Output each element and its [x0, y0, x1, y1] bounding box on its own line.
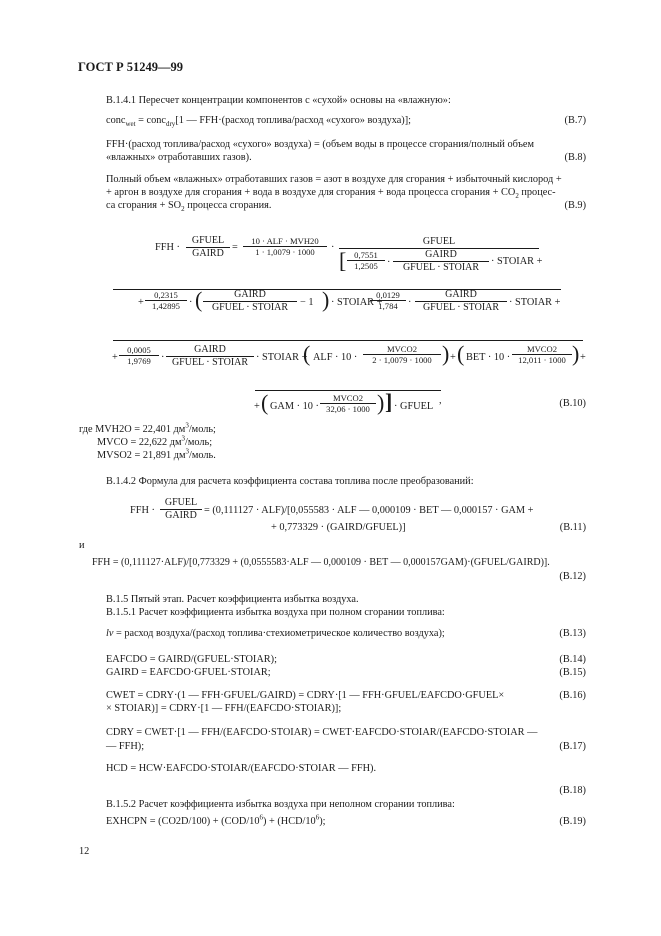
eq-b10-c1 — [347, 250, 385, 271]
section-b142-title: В.1.4.2 Формула для расчета коэффициента состава топлива после преобразований: — [106, 476, 474, 487]
eq-b10-minus-one: − 1 — [300, 297, 314, 308]
eq-b10-paren-close-4: ) — [572, 341, 580, 366]
where-mvso2-unit: /моль. — [189, 450, 216, 461]
eq-b10-big-frac — [339, 236, 539, 249]
eq-b10-gaird4: GAIRD — [415, 289, 507, 302]
equation-b7 — [106, 114, 411, 127]
conjunction-and: и — [79, 540, 85, 551]
eq-b7-conc-dry: = conc — [135, 115, 166, 126]
equation-number-b14: (В.14) — [559, 654, 586, 665]
equation-b14: EAFCDO = GAIRD/(GFUEL·STOIAR); — [106, 654, 277, 665]
eq-b10-comma: , — [439, 395, 442, 406]
eq-b10-gaird3: GAIRD — [203, 289, 297, 302]
eq-b19-a: EXHCPN = (CO2D/100) + (COD/10 — [106, 816, 260, 827]
eq-b10-gfuel-top: GFUEL — [339, 236, 539, 249]
eq-b10-c3 — [370, 290, 406, 311]
eq-b10-gfs-den-4: GFUEL · STOIAR — [171, 357, 249, 368]
eq-b10-paren-close-2: ) — [322, 287, 330, 312]
eq-b10-c3-num: 0,0129 — [370, 290, 406, 301]
section-b152-title: В.1.5.2 Расчет коэффициента избытка воздуха при неполном сгорании топлива: — [106, 799, 455, 810]
eq-b10-gfs-den-3: GFUEL · STOIAR — [422, 302, 500, 313]
equation-b12: FFH = (0,111127·ALF)/[0,773329 + (0,0555583·ALF — 0,000109 · BET — 0,000157GAM)·(GFUEL/GAIRD)]. — [92, 557, 550, 568]
eq-b10-paren-close-5: ) — [377, 390, 385, 415]
eq-b10-plus-a: + — [138, 297, 144, 308]
eq-b10-c4-den: 1,9769 — [127, 356, 151, 366]
equation-b9-line2 — [106, 186, 556, 199]
eq-b10-bracket-open: [ — [339, 248, 347, 273]
where-mvh2o-sup: 3 — [185, 421, 189, 430]
eq-b10-frac-bet — [512, 344, 572, 365]
where-mvco-unit: /моль; — [185, 437, 213, 448]
equation-number-b8: (В.8) — [564, 152, 586, 163]
eq-b10-stoiar-plus-3: · STOIAR + — [509, 297, 561, 308]
eq-b19-b: ) + (HCD/10 — [262, 816, 316, 827]
eq-b10-paren-open-5: ( — [261, 390, 269, 415]
equation-number-b18: (В.18) — [559, 785, 586, 796]
eq-b10-frac1 — [243, 236, 327, 257]
equation-b18: HCD = HCW·EAFCDO·STOIAR/(EAFCDO·STOIAR — FFH). — [106, 763, 377, 774]
eq-b10-mvco2-b: MVCO2 — [512, 344, 572, 355]
where-mvco-text: MVCO = 22,622 дм — [97, 437, 182, 448]
where-mvh2o-text: где MVH2O = 22,401 дм — [79, 424, 186, 435]
equation-b16-line1: CWET = CDRY·(1 — FFH·GFUEL/GAIRD) = CDRY·[1 — FFH·GFUEL/EAFCDO·GFUEL× — [106, 690, 505, 701]
eq-b7-sub-dry: dry — [165, 120, 176, 129]
eq-b10-gfs-den-2: GFUEL · STOIAR — [211, 302, 289, 313]
eq-b9-l2-text: + аргон в воздухе для сгорания + вода в воздухе для сгорания + вода процесса сгорания + CO — [106, 187, 516, 198]
eq-b10-alf10: ALF · 10 · — [313, 352, 358, 363]
eq-b10-paren-open-3: ( — [303, 341, 311, 366]
eq-b10-plus-c: + — [450, 352, 456, 363]
eq-b10-gam10: GAM · 10 · — [270, 401, 319, 412]
eq-b9-l3-b: процесса сгорания. — [184, 200, 272, 211]
eq-b11-gaird: GAIRD — [165, 510, 197, 521]
eq-b10-frac-gfuel-gaird — [186, 235, 230, 260]
equation-number-b19: (В.19) — [559, 816, 586, 827]
eq-b10-c2-den: 1,42895 — [152, 301, 180, 311]
eq-b10-frac1-den: 1 · 1,0079 · 1000 — [255, 247, 315, 257]
eq-b10-frac-gaird-gfs-4 — [166, 344, 254, 369]
eq-b10-stoiar-plus-4: · STOIAR + — [256, 352, 308, 363]
eq-b10-den-bet: 12,011 · 1000 — [518, 355, 566, 365]
eq-b10-den-alf: 2 · 1,0079 · 1000 — [372, 355, 432, 365]
equation-number-b9: (В.9) — [564, 200, 586, 211]
section-b151-title: В.1.5.1 Расчет коэффициента избытка воздуха при полном сгорании топлива: — [106, 607, 445, 618]
where-line-mvh2o — [79, 423, 216, 436]
equation-b17-line2: — FFH); — [106, 741, 145, 752]
equation-number-b13: (В.13) — [559, 628, 586, 639]
eq-b10-c4 — [119, 345, 159, 366]
eq-b10-stoiar-plus: · STOIAR + — [491, 256, 543, 267]
eq-b10-dot5: · — [161, 352, 165, 363]
eq-b11-gfuel: GFUEL — [160, 497, 202, 510]
equation-b11-line2: + 0,773329 · (GAIRD/GFUEL)] — [271, 522, 406, 533]
eq-b19-sup1: 6 — [259, 813, 263, 822]
eq-b10-frac-alf — [363, 344, 441, 365]
equation-b8-line1: FFH·(расход топлива/расход «сухого» воздуха) = (объем воды в процессе сгорания/полный объем — [106, 139, 535, 150]
section-b141-title: В.1.4.1 Пересчет концентрации компонентов с «сухой» основы на «влажную»: — [106, 95, 451, 106]
eq-b10-plus-b: + — [112, 352, 118, 363]
equation-number-b12: (В.12) — [559, 571, 586, 582]
equation-b11-line1: = (0,111127 · ALF)/[0,055583 · ALF — 0,000109 · BET — 0,000157 · GAM + — [204, 505, 534, 516]
equation-number-b17: (В.17) — [559, 741, 586, 752]
eq-b19-c: ); — [319, 816, 326, 827]
eq-b10-dot2: · — [387, 257, 391, 268]
eq-b10-den-gam: 32,06 · 1000 — [326, 404, 370, 414]
eq-b10-equals: = — [232, 242, 238, 253]
equation-b13 — [106, 627, 445, 640]
eq-b11-frac — [160, 497, 202, 522]
section-b15-title: В.1.5 Пятый этап. Расчет коэффициента избытка воздуха. — [106, 594, 359, 605]
eq-b13-text: = расход воздуха/(расход топлива·стехиометрическое количество воздуха); — [113, 628, 445, 639]
equation-b15: GAIRD = EAFCDO·GFUEL·STOIAR; — [106, 667, 271, 678]
eq-b10-ffh: FFH · — [155, 242, 180, 253]
eq-b10-gfs-den: GFUEL · STOIAR — [402, 262, 480, 273]
eq-b10-frac-gaird-gfs — [393, 249, 489, 274]
eq-b10-frac-gam — [320, 393, 376, 414]
eq-b10-plus-e: + — [254, 401, 260, 412]
eq-b10-gfuel: GFUEL — [186, 235, 230, 248]
eq-b10-gaird5: GAIRD — [166, 344, 254, 357]
eq-b11-ffh: FFH · — [130, 505, 155, 516]
eq-b10-overline-3 — [113, 340, 583, 341]
equation-number-b7: (В.7) — [564, 115, 586, 126]
eq-b10-bet10: BET · 10 · — [466, 352, 511, 363]
where-mvso2-text: MVSO2 = 21,891 дм — [97, 450, 186, 461]
equation-b16-line2: × STOIAR)] = CDRY·[1 — FFH/(EAFCDO·STOIAR)]; — [106, 703, 342, 714]
eq-b7-conc: conc — [106, 115, 126, 126]
equation-number-b15: (В.15) — [559, 667, 586, 678]
eq-b10-paren-close-3: ) — [442, 341, 450, 366]
equation-b17-line1: CDRY = CWET·[1 — FFH/(EAFCDO·STOIAR) = CWET·EAFCDO·STOIAR/(EAFCDO·STOIAR — — [106, 727, 538, 738]
eq-b9-l3-sub: 2 — [181, 205, 185, 214]
eq-b9-l2-end: процес- — [518, 187, 556, 198]
eq-b10-frac-gaird-gfs-2 — [203, 289, 297, 314]
eq-b9-l3-a: са сгорания + SO — [106, 200, 182, 211]
equation-number-b16: (В.16) — [559, 690, 586, 701]
eq-b10-plus-d: + — [580, 352, 586, 363]
page-number: 12 — [79, 846, 90, 857]
eq-b10-dot4: · — [408, 297, 412, 308]
equation-b8-line2: «влажных» отработавших газов). — [106, 152, 252, 163]
where-mvso2-sup: 3 — [185, 447, 190, 456]
document-header: ГОСТ Р 51249—99 — [78, 60, 184, 74]
eq-b10-frac1-num: 10 · ALF · MVH20 — [243, 236, 327, 247]
eq-b10-c2-num: 0,2315 — [145, 290, 187, 301]
eq-b19-sup2: 6 — [315, 813, 320, 822]
eq-b10-c1-num: 0,7551 — [347, 250, 385, 261]
eq-b10-bracket-close: ] — [385, 389, 393, 414]
eq-b10-dot: · — [331, 242, 335, 253]
eq-b10-gaird: GAIRD — [192, 248, 224, 259]
eq-b9-l2-sub: 2 — [515, 192, 519, 201]
eq-b10-paren-open-2: ( — [195, 287, 203, 312]
eq-b10-dot3: · — [189, 297, 193, 308]
eq-b10-gaird2: GAIRD — [393, 249, 489, 262]
eq-b10-stoiar-plus-2: · STOIAR + — [331, 297, 383, 308]
eq-b7-rest: [1 — FFH·(расход топлива/расход «сухого» воздуха)]; — [175, 115, 412, 126]
eq-b10-gfuel-end: · GFUEL — [394, 401, 434, 412]
where-mvh2o-unit: /моль; — [188, 424, 216, 435]
eq-b10-c2 — [145, 290, 187, 311]
eq-b10-frac-gaird-gfs-3 — [415, 289, 507, 314]
eq-b7-sub-wet: wet — [125, 120, 136, 129]
eq-b10-c1-den: 1,2505 — [354, 261, 378, 271]
eq-b10-overline-4 — [255, 390, 441, 391]
eq-b10-mvco2-a: MVCO2 — [363, 344, 441, 355]
eq-b10-c4-num: 0,0005 — [119, 345, 159, 356]
equation-b19 — [106, 815, 326, 828]
eq-b13-lv: lv — [106, 628, 114, 639]
eq-b10-mvco2-c: MVCO2 — [320, 393, 376, 404]
where-line-mvco — [97, 436, 212, 449]
eq-b10-paren-open-4: ( — [457, 341, 465, 366]
equation-number-b10: (В.10) — [559, 398, 586, 409]
where-mvco-sup: 3 — [181, 434, 185, 443]
equation-number-b11: (В.11) — [559, 522, 586, 533]
eq-b10-c3-den: 1,784 — [378, 301, 398, 311]
equation-b9-line3 — [106, 199, 272, 212]
where-line-mvso2 — [97, 449, 216, 462]
equation-b9-line1: Полный объем «влажных» отработавших газов = азот в воздухе для сгорания + избыточный кислород + — [106, 174, 562, 185]
